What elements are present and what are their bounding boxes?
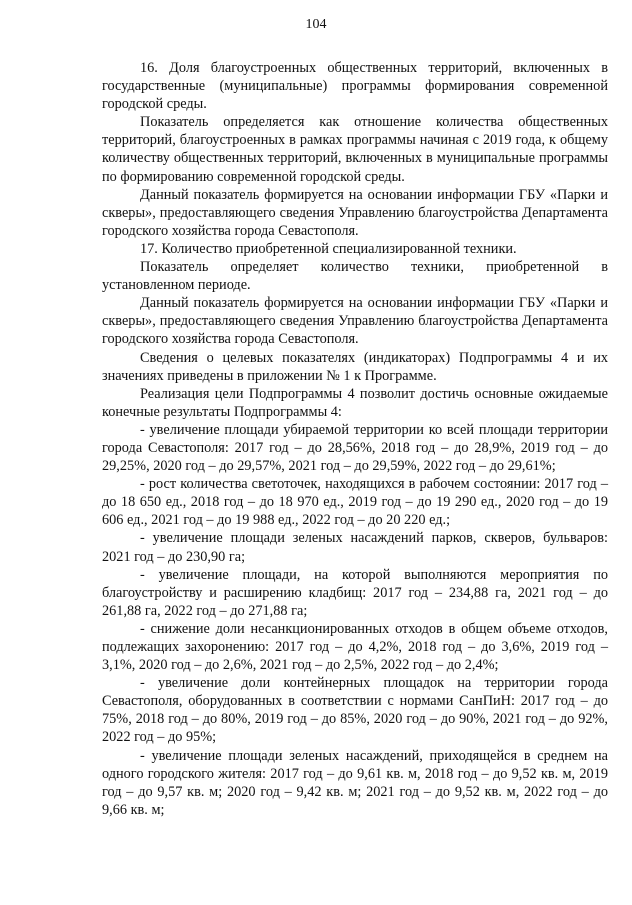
- paragraph-indicator-17-source: Данный показатель формируется на основании информации ГБУ «Парки и скверы», предоставляющего сведения Управлению благоустройства Департамента городского хозяйства города Севастополя.: [102, 295, 608, 348]
- list-item-container-sites: - увеличение доли контейнерных площадок на территории города Севастополя, оборудованных в соответствии с нормами СанПиН: 2017 год – до 75%, 2018 год – до 80%, 2019 год – до 85%, 2020 год – до 90%, 2021 год – до 92%, 2022 год – до 95%;: [102, 675, 608, 746]
- list-item-cemeteries-area: - увеличение площади, на которой выполняются мероприятия по благоустройству и расширению кладбищ: 2017 год – 234,88 га, 2021 год – до 261,88 га, 2022 год – до 271,88 га;: [102, 566, 608, 619]
- paragraph-indicators-reference: Сведения о целевых показателях (индикаторах) Подпрограммы 4 и их значениях приведены в приложении № 1 к Программе.: [102, 349, 608, 384]
- list-item-light-points: - рост количества светоточек, находящихся в рабочем состоянии: 2017 год – до 18 650 ед., 2018 год – до 18 970 ед., 2019 год – до 19 290 ед., 2020 год – до 19 606 ед., 2021 год – до 19 988 ед., 2022 год – до 20 220 ед.;: [102, 476, 608, 529]
- paragraph-indicator-17-definition: Показатель определяет количество техники, приобретенной в установленном периоде.: [102, 259, 608, 294]
- paragraph-indicator-17: 17. Количество приобретенной специализированной техники.: [140, 240, 517, 257]
- paragraph-indicator-16-definition: Показатель определяется как отношение количества общественных территорий, благоустроенных в рамках программы начиная с 2019 года, к общему количеству общественных территорий, включенных в муниципальные программы по формированию современной городской среды.: [102, 114, 608, 185]
- paragraph-expected-results-intro: Реализация цели Подпрограммы 4 позволит достичь основные ожидаемые конечные результаты Подпрограммы 4:: [102, 385, 608, 420]
- list-item-cleaned-area: - увеличение площади убираемой территории ко всей площади территории города Севастополя: 2017 год – до 28,56%, 2018 год – до 28,9%, 2019 год – до 29,25%, 2020 год – до 29,57%, 2021 год – до 29,59%, 2022 год – до 29,61%;: [102, 421, 608, 475]
- paragraph-indicator-16: 16. Доля благоустроенных общественных территорий, включенных в государственные (муниципальные) программы формирования современной городской среды.: [102, 60, 608, 113]
- page-number: 104: [305, 17, 327, 32]
- list-item-green-area-per-resident: - увеличение площади зеленых насаждений, приходящейся в среднем на одного городского жителя: 2017 год – до 9,61 кв. м, 2018 год – до 9,52 кв. м, 2019 год – до 9,57 кв. м; 2020 год – 9,42 кв. м; 2021 год – до 9,52 кв. м, 2022 год – до 9,66 кв. м;: [102, 747, 608, 818]
- list-item-unauthorized-waste: - снижение доли несанкционированных отходов в общем объеме отходов, подлежащих захоронению: 2017 год – до 4,2%, 2018 год – до 3,6%, 2019 год – 3,1%, 2020 год – до 2,6%, 2021 год – до 2,5%, 2022 год – до 2,4%;: [102, 620, 608, 674]
- paragraph-indicator-16-source: Данный показатель формируется на основании информации ГБУ «Парки и скверы», предоставляющего сведения Управлению благоустройства Департамента городского хозяйства города Севастополя.: [102, 186, 608, 239]
- document-body: [102, 59, 608, 819]
- list-item-green-parks-area: - увеличение площади зеленых насаждений парков, скверов, бульваров: 2021 год – до 230,90 га;: [102, 530, 608, 565]
